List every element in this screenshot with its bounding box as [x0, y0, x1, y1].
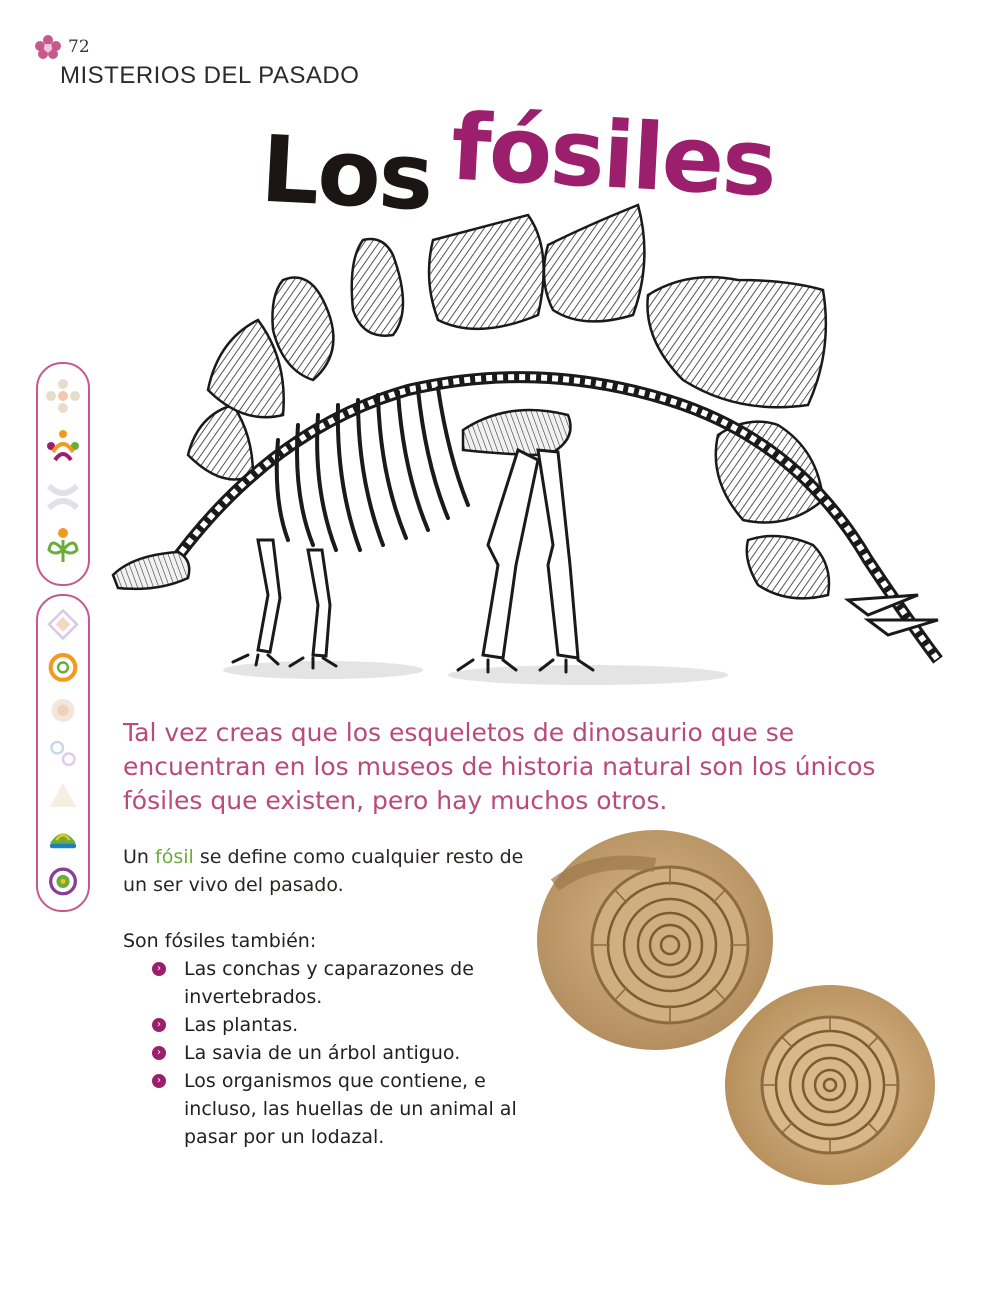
circles-icon — [43, 376, 83, 416]
fossil-list — [150, 955, 540, 1151]
list-item-text: Las conchas y caparazones de invertebrados. — [184, 958, 474, 1008]
swirl-icon — [43, 651, 83, 684]
definition-paragraph — [123, 843, 543, 899]
title-part-1: Los — [258, 115, 435, 232]
list-intro: Son fósiles también: — [123, 930, 317, 952]
chevron-bullet-icon: › — [152, 1046, 166, 1060]
list-item-text: La savia de un árbol antiguo. — [184, 1042, 461, 1064]
list-item-text: Las plantas. — [184, 1014, 299, 1036]
page-number-row — [34, 34, 90, 60]
hands-icon — [43, 476, 83, 516]
title-part-2: fósiles — [448, 93, 778, 218]
plant-person-icon — [43, 526, 83, 566]
turtle-icon — [43, 822, 83, 855]
stegosaurus-skeleton-drawing — [108, 200, 943, 695]
intro-paragraph: Tal vez creas que los esqueletos de dinosaurio que se encuentran en los museos de historia natural son los únicos fósiles que existen, pero hay muchos otros. — [123, 718, 876, 815]
sidebar-bottom — [36, 594, 90, 912]
list-item — [150, 1039, 540, 1067]
diamond-icon — [43, 608, 83, 641]
chevron-bullet-icon: › — [152, 1074, 166, 1088]
flower-icon — [34, 34, 62, 60]
ammonite-fossils-photo — [535, 825, 935, 1195]
page-number: 72 — [68, 37, 90, 57]
definition-post: se define como cualquier resto de un ser vivo del pasado. — [123, 846, 524, 896]
definition-term: fósil — [155, 846, 194, 868]
sun-icon — [43, 694, 83, 727]
list-item — [150, 1011, 540, 1039]
chevron-bullet-icon: › — [152, 1018, 166, 1032]
page-title — [258, 93, 778, 232]
page-header — [34, 34, 90, 60]
definition-pre: Un — [123, 846, 155, 868]
list-item-text: Los organismos que contiene, e incluso, las huellas de un animal al pasar por un lodazal. — [184, 1070, 517, 1148]
figures-icon — [43, 426, 83, 466]
chain-icon — [43, 737, 83, 770]
list-item — [150, 955, 540, 1011]
section-title: MISTERIOS DEL PASADO — [60, 62, 360, 89]
list-item — [150, 1067, 540, 1151]
sidebar-top — [36, 362, 90, 586]
triangle-icon — [43, 779, 83, 812]
circle-icon — [43, 865, 83, 898]
chevron-bullet-icon: › — [152, 962, 166, 976]
